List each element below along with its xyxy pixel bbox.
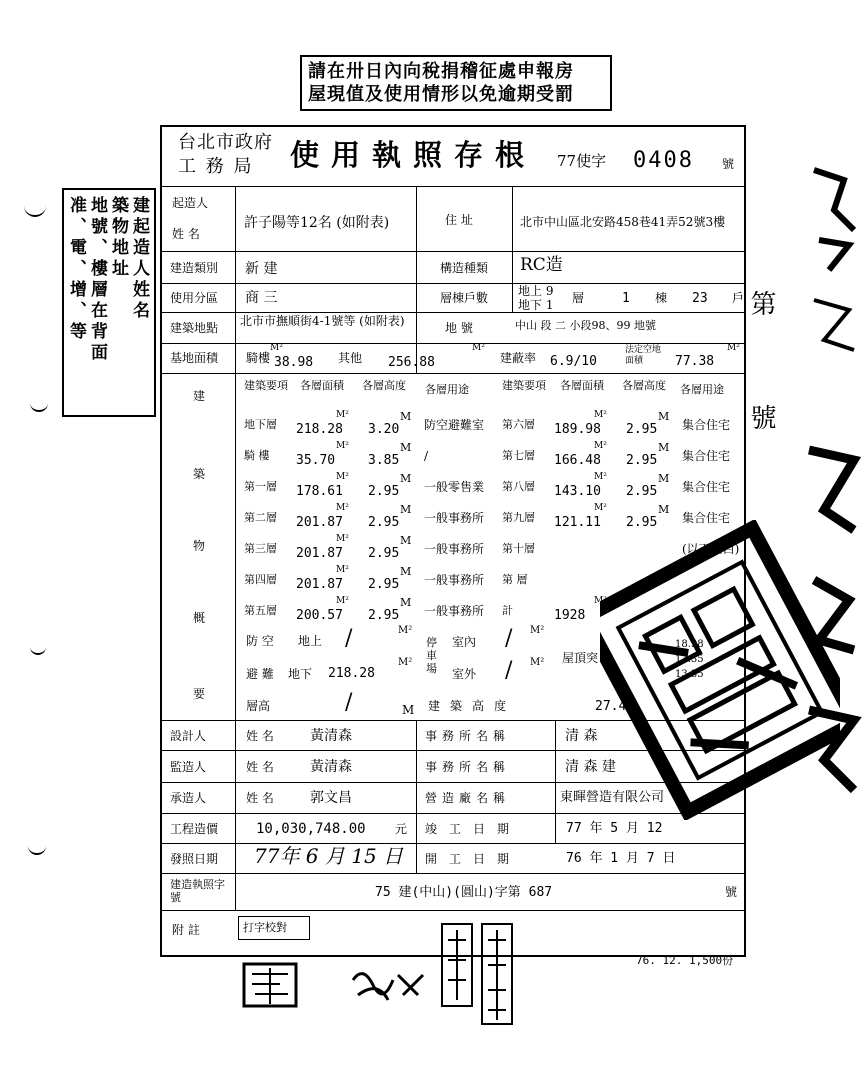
floor-height-label: 層高 — [246, 699, 271, 713]
parking-out-unit: M² — [530, 657, 545, 668]
building-unit: 棟 — [655, 291, 668, 305]
side-note-box — [62, 188, 156, 417]
rule — [160, 186, 744, 187]
building-height-value: 27.4 — [595, 699, 627, 714]
notice-line-1: 請在卅日內向稅捐稽征處申報房 — [308, 61, 574, 82]
site-label: 建築地點 — [170, 321, 219, 335]
floor-row-name: 第四層 — [244, 573, 277, 586]
floor-row-height: 2.95 — [368, 577, 400, 592]
hdr-area-left: 各層面積 — [300, 379, 344, 392]
other-label: 其他 — [338, 351, 363, 365]
col-rule — [235, 186, 236, 910]
other-unit: M² — [472, 343, 485, 353]
floor-row-height-unit: M — [400, 441, 412, 454]
floor-row-area-unit: M² — [594, 472, 607, 482]
shelter-label-1: 防 空 — [246, 634, 274, 648]
address-label: 住 址 — [445, 213, 473, 227]
remarks-box — [238, 916, 310, 940]
build-type-value: 新 建 — [245, 261, 278, 277]
arcade-value: 38.98 — [274, 355, 314, 370]
floor-row-area-unit: M² — [336, 565, 349, 575]
floor-row-area: 201.87 — [296, 515, 343, 530]
floor-row-name: 第二層 — [244, 511, 277, 524]
floor-row-area: 166.48 — [554, 453, 601, 468]
floor-row-name: 第八層 — [502, 480, 535, 493]
col-rule — [512, 186, 513, 313]
rule — [160, 910, 744, 911]
small-seal-stamp-2 — [438, 920, 478, 1010]
form-title: 使用執照存根 — [290, 138, 537, 172]
floor-row-area-unit: M² — [336, 472, 349, 482]
designer-name-label: 姓 名 — [246, 729, 274, 743]
legal-open-unit: M² — [727, 343, 740, 353]
floor-row-name: 地下層 — [244, 418, 277, 431]
col-rule — [416, 186, 417, 373]
roof-value-2: 13.35 — [675, 654, 704, 665]
floor-row-height-unit: M — [400, 534, 412, 547]
floor-row-area: 189.98 — [554, 422, 601, 437]
side-char: 要 — [193, 687, 206, 701]
floor-row-height: 2.95 — [368, 608, 400, 623]
roof-value-3: 13.35 — [675, 669, 704, 680]
shelter-below-unit: M² — [398, 657, 413, 668]
floor-row-height-unit: M — [658, 472, 670, 485]
shelter-above-slash: / — [345, 626, 353, 651]
rule — [160, 312, 744, 313]
legal-open-value: 77.38 — [675, 354, 715, 369]
parking-out-slash: / — [505, 658, 513, 683]
cost-unit: 元 — [395, 822, 408, 836]
floor-row-use: 集合住宅 — [682, 511, 731, 525]
floor-row-use: 防空避難室 — [424, 418, 485, 432]
issue-label: 發照日期 — [170, 852, 219, 866]
permit-suffix: 號 — [725, 885, 738, 899]
floor-row-use: (以下空白) — [682, 542, 740, 556]
floor-row-height-unit: M — [658, 441, 670, 454]
edge-stamp-marks — [804, 150, 864, 930]
floor-row-use: 集合住宅 — [682, 480, 731, 494]
start-value: 76 年 1 月 7 日 — [566, 851, 676, 866]
coverage-label: 建蔽率 — [500, 351, 537, 365]
floor-row-height: 3.20 — [368, 422, 400, 437]
floor-row-height-unit: M — [400, 472, 412, 485]
code-number: 0408 — [633, 148, 694, 173]
floor-row-name: 第九層 — [502, 511, 535, 524]
site-area-label: 基地面積 — [170, 351, 219, 365]
arcade-label: 騎樓 — [246, 351, 271, 365]
owner-name: 許子陽等12名 (如附表) — [244, 215, 390, 231]
punch-mark — [30, 402, 48, 412]
side-note-col-2: 築物地址 — [108, 196, 128, 280]
supervisor-office: 清 森 建 — [565, 759, 616, 775]
floor-row-area: 201.87 — [296, 546, 343, 561]
contractor-company: 東暉營造有限公司 — [560, 790, 665, 805]
side-char: 概 — [193, 611, 206, 625]
side-note-col-4: 准、電、增、等 — [66, 196, 86, 343]
punch-mark — [30, 645, 46, 655]
floor-row-use: 一般事務所 — [424, 573, 485, 587]
supervisor-name: 黃清森 — [310, 759, 352, 775]
floor-row-name: 第三層 — [244, 542, 277, 555]
hdr-use-left: 各層用途 — [425, 383, 469, 396]
rule — [160, 343, 744, 344]
contractor-name: 郭文昌 — [310, 790, 352, 806]
floor-row-height-unit: M — [400, 410, 412, 423]
roof-value-1: 18.98 — [675, 639, 704, 650]
cost-label: 工程造價 — [170, 822, 219, 836]
floor-row-height-unit: M — [658, 503, 670, 516]
floor-row-name: 第 層 — [502, 573, 528, 586]
floor-row-area-unit: M² — [336, 596, 349, 606]
floor-row-name: 第一層 — [244, 480, 277, 493]
start-label: 開工日期 — [425, 852, 522, 866]
floor-row-area-unit: M² — [336, 534, 349, 544]
right-edge-text: 第 號 — [746, 290, 776, 471]
parking-in-slash: / — [505, 626, 513, 651]
floor-row-name: 計 — [502, 604, 513, 617]
floor-row-area: 200.57 — [296, 608, 343, 623]
issue-value: 77年 6 月 15 日 — [254, 844, 404, 868]
contractor-company-label: 營造廠名稱 — [425, 791, 511, 805]
floor-row-height: 2.95 — [626, 484, 658, 499]
rule — [160, 843, 744, 844]
coverage-value: 6.9/10 — [550, 354, 597, 369]
lot-label: 地 號 — [445, 321, 473, 335]
designer-label: 設計人 — [170, 729, 207, 743]
parking-outdoor: 室外 — [452, 667, 477, 681]
address-value: 北市中山區北安路458巷41弄52號3樓 — [520, 215, 726, 229]
designer-office: 清 森 — [565, 728, 598, 744]
shelter-below: 地下 — [288, 667, 313, 681]
floors-below: 地下 1 — [518, 298, 554, 312]
floor-row-use: 一般事務所 — [424, 542, 485, 556]
floor-row-use: 集合住宅 — [682, 418, 731, 432]
floor-row-name: 第五層 — [244, 604, 277, 617]
floor-row-area-unit: M² — [594, 410, 607, 420]
complete-value: 77 年 5 月 12 — [566, 821, 663, 836]
side-char: 建 — [193, 389, 206, 403]
structure-label: 構造種類 — [440, 261, 489, 275]
structure-value: RC造 — [520, 255, 563, 275]
rule — [160, 283, 744, 284]
floor-row-use: 一般事務所 — [424, 511, 485, 525]
building-count: 1 — [622, 291, 630, 306]
floor-row-use: 一般零售業 — [424, 480, 485, 494]
owner-label-bottom: 姓 名 — [172, 227, 200, 241]
lot-value: 中山 段 二 小段98、99 地號 — [515, 319, 656, 332]
shelter-below-value: 218.28 — [328, 666, 375, 681]
zone-value: 商 三 — [245, 290, 278, 306]
cost-value: 10,030,748.00 — [256, 821, 366, 837]
side-char: 物 — [193, 539, 206, 553]
hdr-height-left: 各層高度 — [362, 379, 406, 392]
code-prefix: 77使字 — [557, 152, 607, 170]
floor-row-area-unit: M² — [336, 410, 349, 420]
floor-row-area: 35.70 — [296, 453, 336, 468]
hdr-use-right: 各層用途 — [680, 383, 724, 396]
floor-row-area: 143.10 — [554, 484, 601, 499]
notice-line-2: 屋現值及使用情形以免逾期受罰 — [308, 84, 574, 105]
parking-label: 停車場 — [426, 636, 437, 675]
floor-row-height: 2.95 — [626, 515, 658, 530]
unit-unit: 戶 — [732, 291, 745, 305]
shelter-above: 地上 — [298, 634, 323, 648]
floor-row-use: 集合住宅 — [682, 449, 731, 463]
floor-row-area-unit: M² — [594, 503, 607, 513]
floor-row-area: 201.87 — [296, 577, 343, 592]
floor-row-height: 2.95 — [368, 546, 400, 561]
punch-mark — [28, 845, 46, 855]
remarks-value: 打字校對 — [243, 921, 287, 934]
floor-row-area: 1928 — [554, 608, 586, 623]
floor-row-name: 第六層 — [502, 418, 535, 431]
supervisor-office-label: 事務所名稱 — [425, 760, 511, 774]
small-seal-stamp — [240, 960, 300, 1010]
rule — [160, 251, 744, 252]
parking-in-unit: M² — [530, 625, 545, 636]
col-rule — [416, 720, 417, 873]
floor-row-height: 2.95 — [626, 422, 658, 437]
floors-label: 層棟戶數 — [440, 291, 489, 305]
other-value: 256.88 — [388, 355, 435, 370]
shelter-above-unit: M² — [398, 625, 413, 636]
side-char: 築 — [193, 467, 206, 481]
designer-office-label: 事務所名稱 — [425, 729, 511, 743]
building-height-label: 建築高度 — [428, 699, 517, 713]
supervisor-label: 監造人 — [170, 760, 207, 774]
floor-row-name: 第七層 — [502, 449, 535, 462]
floor-row-height-unit: M — [400, 565, 412, 578]
contractor-name-label: 姓 名 — [246, 791, 274, 805]
floor-height-unit: M — [402, 703, 415, 717]
zone-label: 使用分區 — [170, 291, 219, 305]
floor-row-use: 一般事務所 — [424, 604, 485, 618]
floor-row-use: / — [424, 449, 429, 463]
floor-row-area: 121.11 — [554, 515, 601, 530]
contractor-label: 承造人 — [170, 791, 207, 805]
complete-label: 竣工日期 — [425, 822, 522, 836]
owner-label-top: 起造人 — [172, 196, 209, 210]
hdr-item-left: 建築要項 — [244, 379, 288, 392]
floor-row-area-unit: M² — [594, 596, 607, 606]
floor-row-area-unit: M² — [336, 441, 349, 451]
permit-label: 建造執照字號 — [170, 878, 225, 904]
floor-row-height: 2.95 — [368, 484, 400, 499]
floor-row-area: 178.61 — [296, 484, 343, 499]
rule — [160, 873, 744, 874]
build-type-label: 建造類別 — [170, 261, 219, 275]
unit-count: 23 — [692, 291, 708, 306]
notice-box — [300, 55, 612, 111]
org-dept: 工 務 局 — [178, 156, 254, 177]
floor-row-area: 218.28 — [296, 422, 343, 437]
floor-row-height: 3.85 — [368, 453, 400, 468]
print-code: 76. 12. 1,500份 — [636, 954, 734, 967]
parking-indoor: 室內 — [452, 635, 477, 649]
supervisor-name-label: 姓 名 — [246, 760, 274, 774]
floor-row-name: 騎 樓 — [244, 449, 270, 462]
floor-row-height-unit: M — [400, 596, 412, 609]
side-note-col-1: 建起造人姓名 — [129, 196, 149, 322]
col-rule — [555, 720, 556, 843]
floors-above: 地上 9 — [518, 284, 554, 298]
punch-mark — [24, 205, 46, 217]
shelter-label-2: 避 難 — [246, 667, 274, 681]
small-seal-stamp-3 — [478, 920, 518, 1030]
legal-open-label: 法定空地面積 — [625, 345, 662, 366]
floor-row-area-unit: M² — [594, 441, 607, 451]
handwritten-signature — [348, 960, 428, 1010]
floor-row-area-unit: M² — [336, 503, 349, 513]
org-name: 台北市政府 — [178, 132, 273, 153]
rule — [160, 373, 744, 374]
hdr-item-right: 建築要項 — [502, 379, 546, 392]
site-value: 北市市撫順街4-1號等 (如附表) — [240, 314, 405, 328]
permit-value: 75 建(中山)(圓山)字第 687 — [375, 885, 553, 900]
arcade-unit: M² — [270, 343, 283, 353]
code-suffix: 號 — [722, 157, 735, 171]
hdr-height-right: 各層高度 — [622, 379, 666, 392]
designer-name: 黃清森 — [310, 728, 352, 744]
floor-row-height: 2.95 — [368, 515, 400, 530]
hdr-area-right: 各層面積 — [560, 379, 604, 392]
floor-height-slash: / — [345, 690, 353, 715]
floor-row-name: 第十層 — [502, 542, 535, 555]
floor-row-height-unit: M — [400, 503, 412, 516]
roof-label: 屋頂突 — [562, 651, 599, 665]
floor-row-height-unit: M — [658, 410, 670, 423]
floor-row-height: 2.95 — [626, 453, 658, 468]
side-note-col-3: 地號、樓層在背面 — [87, 196, 107, 364]
floors-unit: 層 — [572, 291, 585, 305]
remarks-label: 附 註 — [172, 923, 200, 937]
